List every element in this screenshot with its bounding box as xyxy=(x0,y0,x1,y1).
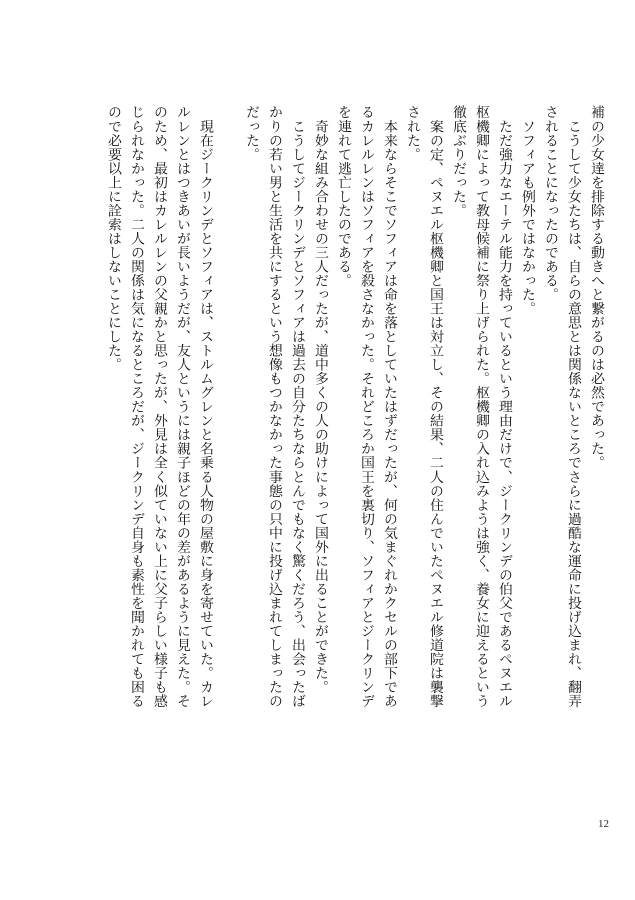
text-line: 徹底ぶりだった。 xyxy=(450,105,466,218)
text-line: 案の定、ペヌエル枢機卿と国王は対立し、その結果、二人の住んでいたペヌエル修道院は襲撃 xyxy=(427,105,443,708)
text-line: こうしてジークリンデとソフィアは過去の自分たちならとんでもなく驚くだろう、出会ったば xyxy=(289,105,305,708)
text-line: 奇妙な組み合わせの三人だったが、道中多くの人の助けによって国外に出ることができた。 xyxy=(312,105,328,694)
text-line: じられなかった。二人の関係は気になるところだが、ジークリンデ自身も素性を聞かれても困る xyxy=(128,105,144,708)
text-line: ただ強力なエーテル能力を持っているという理由だけで、ジークリンデの伯父であるペヌエル xyxy=(496,105,512,708)
text-line: 枢機卿によって教母候補に祭り上げられた。枢機卿の入れ込みようは強く、養女に迎えるという xyxy=(473,105,489,708)
text-line: かりの若い男と生活を共にするという想像もつかなかった事態の只中に投げ込まれてしまったの xyxy=(266,105,282,708)
text-line: ルレンとはつきあいが長いようだが、友人というには親子ほどの年の差があるように見えた。そ xyxy=(174,105,190,708)
text-line: のため、最初はカレルレンの父親かと思ったが、外見は全く似ていない上に父子らしい様子も感 xyxy=(151,105,167,708)
text-line: 補の少女達を排除する動きへと繋がるのは必然であった。 xyxy=(588,105,604,470)
text-line: されることになったのである。 xyxy=(542,105,558,302)
text-line: 本来ならそこでソフィアは命を落としていたはずだったが、何の気まぐれかクセルの部下であ xyxy=(381,105,397,708)
text-line: ソフィアも例外ではなかった。 xyxy=(519,105,535,316)
text-line: るカレルレンはソフィアを殺さなかった。それどころか国王を裏切り、ソフィアとジークリンデ xyxy=(358,105,374,708)
text-line: こうして少女たちは、自らの意思とは関係ないところでさらに過酷な運命に投げ込まれ、翻弄 xyxy=(565,105,581,708)
page-number: 12 xyxy=(598,818,609,830)
text-line: された。 xyxy=(404,105,420,162)
text-line: 現在ジークリンデとソフィアは、ストルムグレンと名乗る人物の屋敷に身を寄せていた。カレ xyxy=(197,105,213,708)
text-line: だった。 xyxy=(243,105,259,162)
text-line: を連れて逃亡したのである。 xyxy=(335,105,351,288)
text-line: ので必要以上に詮索はしないことにした。 xyxy=(105,105,121,372)
